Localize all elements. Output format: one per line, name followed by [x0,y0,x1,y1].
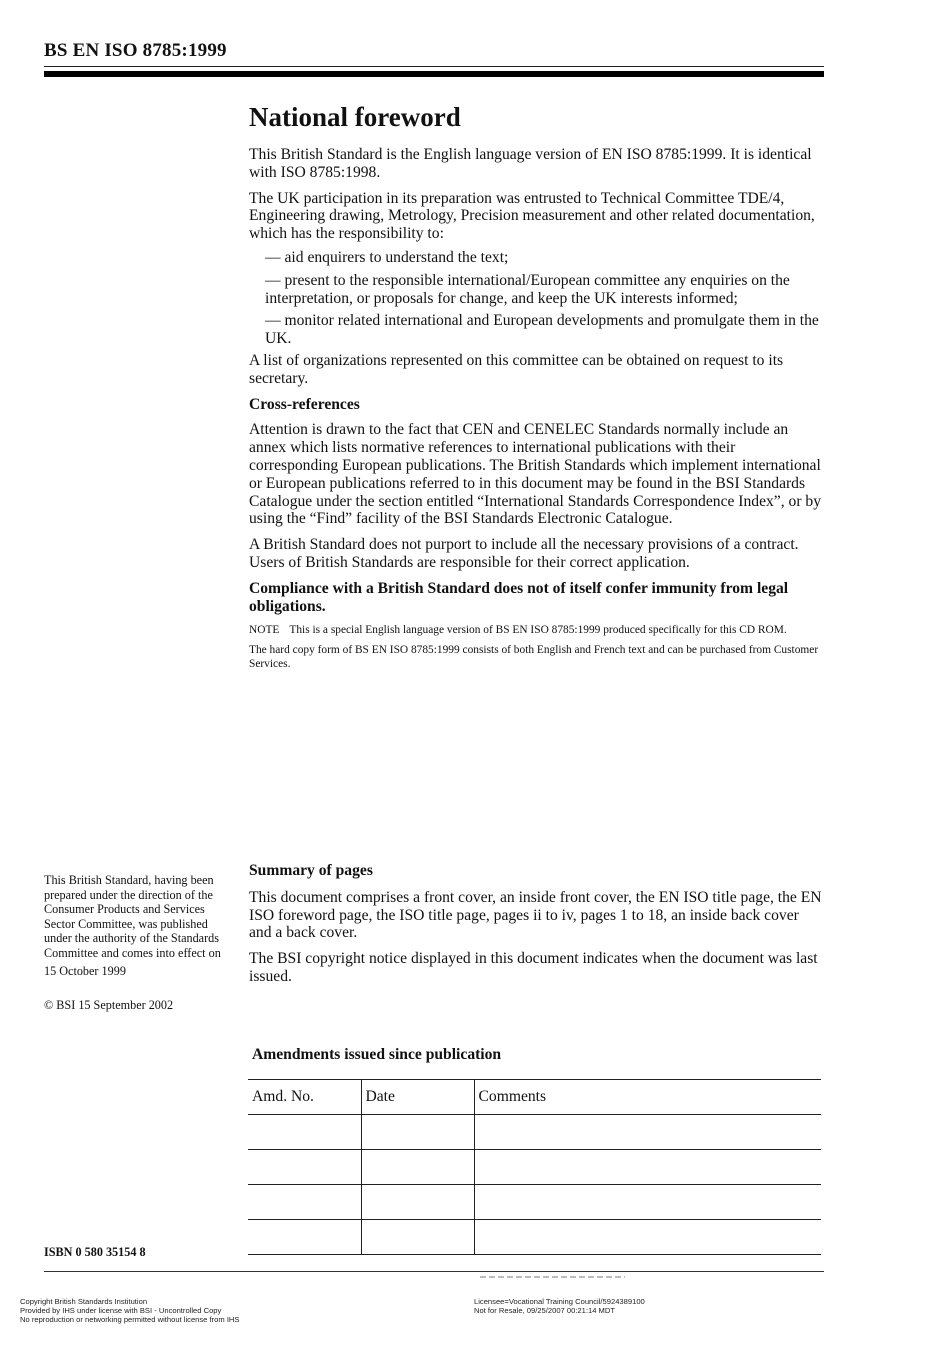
cross-references-heading: Cross-references [249,395,360,413]
table-cell [248,1115,361,1150]
table-row [248,1150,821,1185]
header-rule-thin [44,66,824,67]
column-header-date: Date [361,1080,474,1115]
table-cell [474,1150,821,1185]
table-cell [361,1220,474,1255]
footer-line: Licensee=Vocational Training Council/5924389100 [474,1297,645,1306]
intro-paragraph: This British Standard is the English language version of EN ISO 8785:1999. It is identical with ISO 8785:1998. [249,146,812,181]
table-cell [248,1185,361,1220]
copyright-notice-paragraph: The BSI copyright notice displayed in this document indicates when the document was last issued. [249,950,818,985]
contract-paragraph: A British Standard does not purport to include all the necessary provisions of a contract. Users of British Standards are responsible for their correct application. [249,536,799,571]
hard-copy-paragraph: The hard copy form of BS EN ISO 8785:1999 consists of both English and French text and can be purchased from Customer Services. [249,644,819,671]
isbn: ISBN 0 580 35154 8 [44,1245,146,1259]
compliance-statement: Compliance with a British Standard does not of itself confer immunity from legal obligations. [249,579,789,615]
table-cell [361,1150,474,1185]
footer-marks [480,1276,625,1278]
effective-date: 15 October 1999 [44,963,126,978]
note-label: NOTE [249,624,280,637]
table-row [248,1115,821,1150]
table-cell [474,1115,821,1150]
column-header-amd-no: Amd. No. [248,1080,361,1115]
amendments-table [248,1079,821,1255]
summary-heading: Summary of pages [249,862,373,879]
footer-license-right [474,1297,645,1315]
cross-references-paragraph: Attention is drawn to the fact that CEN and CENELEC Standards normally include an annex which lists normative references to international publications with their corresponding European publications. The British Standards which implement international or European publications referred to in this document may be found in the BSI Standards Catalogue under the section entitled “International Standards Correspondence Index”, or by using the “Find” facility of the BSI Standards Electronic Catalogue. [249,421,822,528]
participation-paragraph: The UK participation in its preparation was entrusted to Technical Committee TDE/4, Engineering drawing, Metrology, Precision measurement and other related documentation, which has the responsibility to: [249,189,815,243]
table-cell [361,1115,474,1150]
table-cell [474,1220,821,1255]
table-cell [248,1150,361,1185]
document-id: BS EN ISO 8785:1999 [44,40,227,61]
responsibility-item: — aid enquirers to understand the text; [265,248,509,266]
table-row [248,1185,821,1220]
copyright-date: © BSI 15 September 2002 [44,998,174,1013]
note-paragraph [249,623,824,637]
responsibility-item: — present to the responsible international/European committee any enquiries on the interpretation, or proposals for change, and keep the UK interests informed; [265,271,790,307]
footer-rule [44,1271,824,1272]
footer-line: Copyright British Standards Institution [20,1297,148,1306]
organizations-paragraph: A list of organizations represented on this committee can be obtained on request to its secretary. [249,351,784,387]
publication-sidebar [44,873,229,1018]
footer-line: Provided by IHS under license with BSI - Uncontrolled Copy [20,1306,222,1315]
column-header-comments: Comments [474,1080,821,1115]
summary-section [249,862,824,994]
footer-license-left [20,1297,239,1324]
footer-line: Not for Resale, 09/25/2007 00:21:14 MDT [474,1306,615,1315]
table-cell [248,1220,361,1255]
responsibility-item: — monitor related international and European developments and promulgate them in the UK. [265,312,819,348]
publication-text: This British Standard, having been prepared under the direction of the Consumer Products and Services Sector Committee, was published under the authority of the Standards Committee and comes into effect on [44,873,221,960]
table-cell [474,1185,821,1220]
table-row [248,1220,821,1255]
note-text: This is a special English language version of BS EN ISO 8785:1999 produced specifically for this CD ROM. [289,624,787,637]
summary-pages-paragraph: This document comprises a front cover, an inside front cover, the EN ISO title page, the EN ISO foreword page, the ISO title page, pages ii to iv, pages 1 to 18, an inside back cover and a back cover. [249,888,822,942]
foreword-section [249,100,824,677]
table-cell [361,1185,474,1220]
footer-line: No reproduction or networking permitted without license from IHS [20,1315,240,1324]
amendments-title: Amendments issued since publication [252,1046,502,1063]
header-rule-thick [44,71,824,77]
page-title: National foreword [249,102,461,132]
table-header-row [248,1080,821,1115]
